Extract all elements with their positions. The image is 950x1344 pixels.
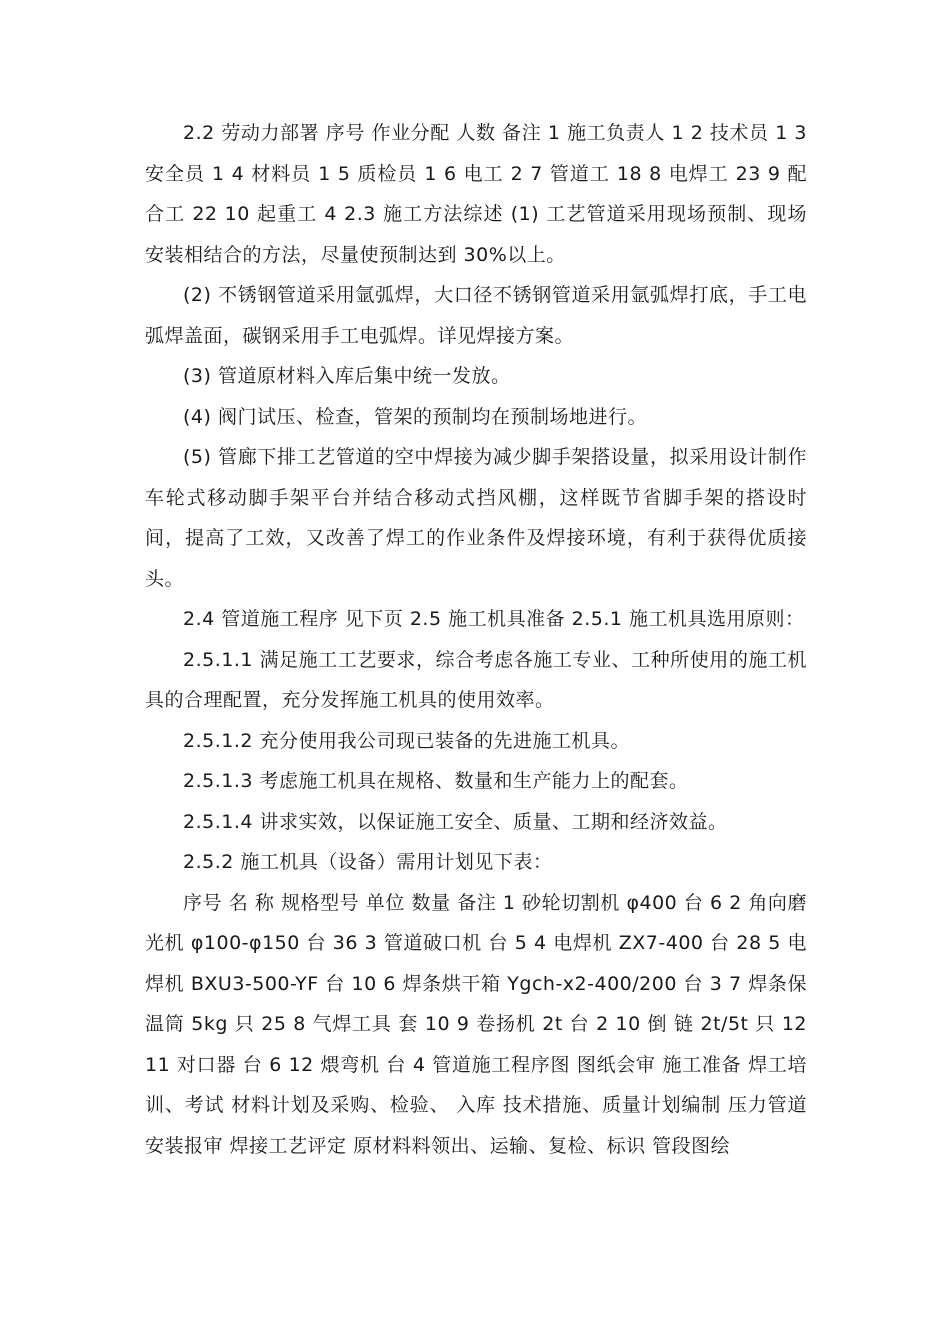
paragraph-welding-method: (2) 不锈钢管道采用氩弧焊，大口径不锈钢管道采用氩弧焊打底，手工电弧焊盖面，碳钢采用手工电弧焊。详见焊接方案。 (145, 284, 807, 347)
paragraph-principle-3: 2.5.1.3 考虑施工机具在规格、数量和生产能力上的配套。 (183, 770, 689, 792)
paragraph-principle-4: 2.5.1.4 讲求实效，以保证施工安全、质量、工期和经济效益。 (183, 810, 728, 833)
paragraph-principle-2: 2.5.1.2 充分使用我公司现已装备的先进施工机具。 (183, 729, 631, 752)
paragraph-material-issue: (3) 管道原材料入库后集中统一发放。 (183, 365, 511, 387)
paragraph-equipment-list: 序号 名 称 规格型号 单位 数量 备注 1 砂轮切割机 φ400 台 6 2 角向磨光机 φ100-φ150 台 36 3 管道破口机 台 5 4 电焊机 ZX7-400 台 28 5 电焊机 BXU3-500-YF 台 10 6 焊条烘干箱 Ygch-x2-400/200 台 3 7 焊条保温筒 5kg 只 25 8 气焊工具 套 10 9 卷扬机 2t 台 2 10 倒 链 2t/5t 只 12 11 对口器 台 6 12 煨弯机 台 4 管道施工程序图 图纸会审 施工准备 焊工培训、考试 材料计划及采购、检验、 入库 技术措施、质量计划编制 压力管道安装报审 焊接工艺评定 原材料料领出、运输、复检、标识 管段图绘 (145, 891, 807, 1157)
document-page (145, 113, 807, 1166)
paragraph-equipment-plan-heading: 2.5.2 施工机具（设备）需用计划见下表： (183, 851, 553, 873)
paragraph-procedure-and-tools: 2.4 管道施工程序 见下页 2.5 施工机具准备 2.5.1 施工机具选用原则： (183, 608, 805, 630)
paragraph-scaffold-platform: (5) 管廊下排工艺管道的空中焊接为减少脚手架搭设量，拟采用设计制作车轮式移动脚手架平台并结合移动式挡风棚，这样既节省脚手架的搭设时间，提高了工效，又改善了焊工的作业条件及焊接环境，有利于获得优质接头。 (145, 446, 807, 590)
paragraph-valve-testing: (4) 阀门试压、检查，管架的预制均在预制场地进行。 (183, 405, 647, 428)
paragraph-principle-1: 2.5.1.1 满足施工工艺要求，综合考虑各施工专业、工种所使用的施工机具的合理配置，充分发挥施工机具的使用效率。 (145, 648, 807, 711)
paragraph-labor-and-methods: 2.2 劳动力部署 序号 作业分配 人数 备注 1 施工负责人 1 2 技术员 1 3 安全员 1 4 材料员 1 5 质检员 1 6 电工 2 7 管道工 18 8 电焊工 23 9 配合工 22 10 起重工 4 2.3 施工方法综述 (1) 工艺管道采用现场预制、现场安装相结合的方法，尽量使预制达到 30%以上。 (145, 122, 807, 266)
